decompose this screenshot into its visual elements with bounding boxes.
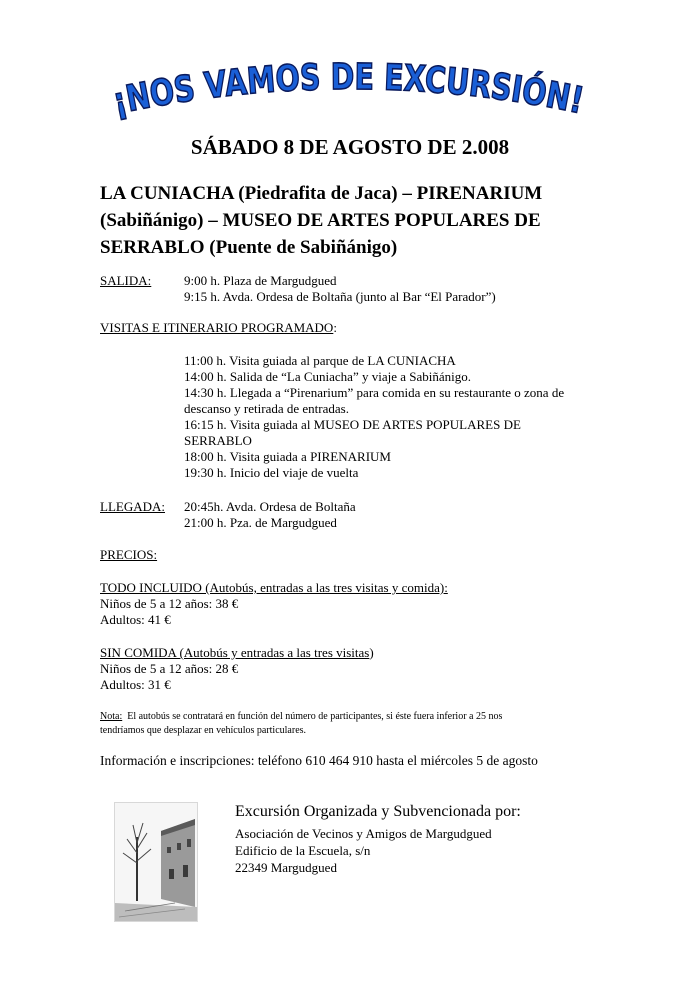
route-title	[100, 180, 630, 261]
itinerary-line: 16:15 h. Visita guiada al MUSEO DE ARTES POPULARES DE	[184, 417, 521, 432]
llegada-line: 21:00 h. Pza. de Margudgued	[184, 515, 337, 530]
organizer-title: Excursión Organizada y Subvencionada por:	[235, 803, 521, 820]
sin-comida-heading-row	[100, 645, 374, 661]
itinerario-heading	[100, 320, 337, 336]
salida-label: SALIDA:	[100, 273, 152, 288]
organizer-line: Asociación de Vecinos y Amigos de Margudgued	[235, 826, 492, 841]
village-sketch-image	[114, 802, 198, 922]
itinerario-label: VISITAS E ITINERARIO PROGRAMADO	[100, 320, 334, 335]
todo-incluido-ninos: Niños de 5 a 12 años: 38 €	[100, 596, 239, 611]
nota-text-cont: tendríamos que desplazar en vehículos particulares.	[100, 725, 307, 736]
itinerary-line: 19:30 h. Inicio del viaje de vuelta	[184, 465, 359, 480]
nota-text: El autobús se contratará en función del número de participantes, si éste fuera inferior a 25 nos	[127, 711, 503, 722]
title-banner	[110, 56, 590, 128]
itinerary-line: 14:00 h. Salida de “La Cuniacha” y viaje a Sabiñánigo.	[184, 369, 471, 384]
salida-line: 9:15 h. Avda. Ordesa de Boltaña (junto al Bar “El Parador”)	[184, 289, 496, 304]
todo-incluido-heading: TODO INCLUIDO (Autobús, entradas a las tres visitas y comida):	[100, 580, 448, 595]
organizer-line: 22349 Margudgued	[235, 860, 337, 875]
llegada-label: LLEGADA:	[100, 499, 165, 514]
sin-comida-adultos: Adultos: 31 €	[100, 677, 171, 692]
route-line: (Sabiñánigo) – MUSEO DE ARTES POPULARES DE	[100, 210, 541, 231]
sin-comida-heading-end: )	[369, 645, 374, 660]
itinerary-line: SERRABLO	[184, 433, 252, 448]
salida-line: 9:00 h. Plaza de Margudgued	[184, 273, 337, 288]
route-line: LA CUNIACHA (Piedrafita de Jaca) – PIRENARIUM	[100, 183, 543, 204]
itinerary-line: 11:00 h. Visita guiada al parque de LA CUNIACHA	[184, 353, 456, 368]
itinerary-line: 18:00 h. Visita guiada a PIRENARIUM	[184, 449, 391, 464]
sin-comida-heading: SIN COMIDA (Autobús y entradas a las tres visitas	[100, 645, 370, 660]
llegada-line: 20:45h. Avda. Ordesa de Boltaña	[184, 499, 356, 514]
organizer-line: Edificio de la Escuela, s/n	[235, 843, 371, 858]
itinerary-line: 14:30 h. Llegada a “Pirenarium” para comida en su restaurante o zona de	[184, 385, 565, 400]
info-line: Información e inscripciones: teléfono 610 464 910 hasta el miércoles 5 de agosto	[100, 753, 538, 768]
precios-label: PRECIOS:	[100, 547, 158, 562]
banner-text: ¡NOS VAMOS DE EXCURSIÓN!	[110, 56, 590, 123]
itinerary-line: descanso y retirada de entradas.	[184, 401, 349, 416]
todo-incluido-adultos: Adultos: 41 €	[100, 612, 171, 627]
nota-label: Nota:	[100, 711, 123, 722]
nota-row	[100, 710, 502, 724]
event-date: SÁBADO 8 DE AGOSTO DE 2.008	[190, 135, 510, 159]
itinerario-colon: :	[333, 320, 337, 335]
route-line: SERRABLO (Puente de Sabiñánigo)	[100, 237, 398, 258]
sin-comida-ninos: Niños de 5 a 12 años: 28 €	[100, 661, 239, 676]
